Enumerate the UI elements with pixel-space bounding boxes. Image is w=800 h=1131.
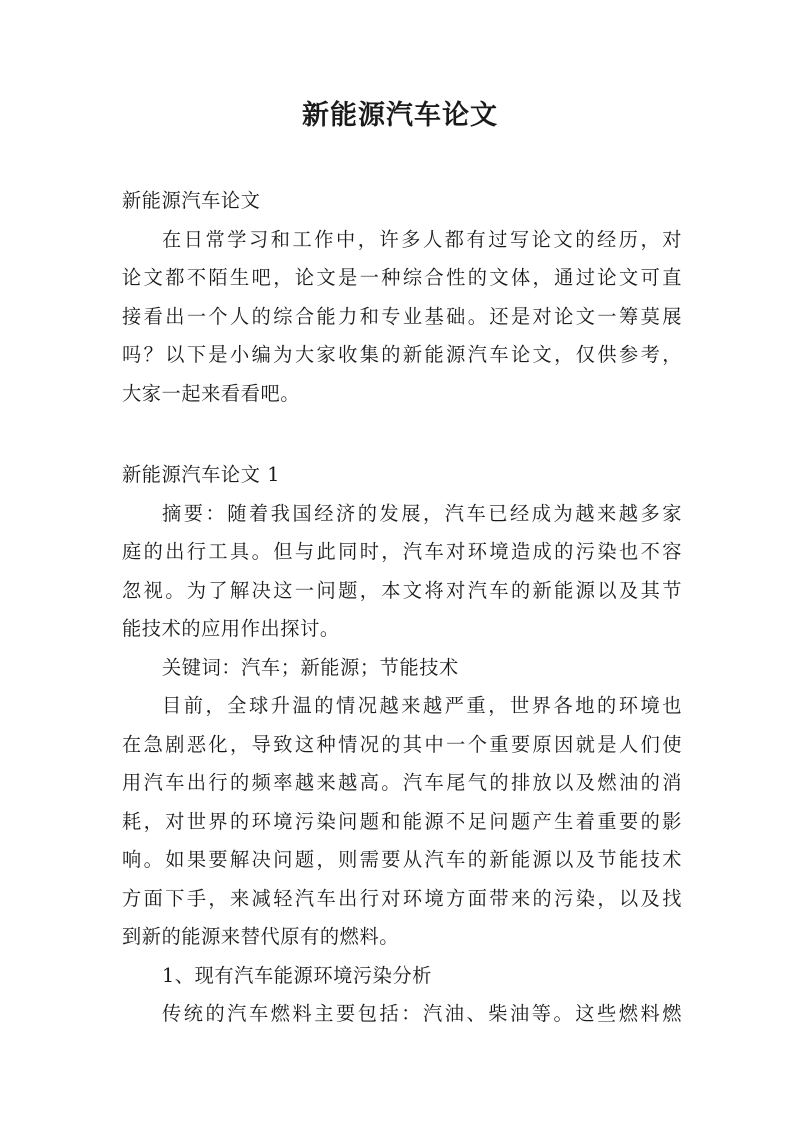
body-line-5: 响。如果要解决问题，则需要从汽车的新能源以及节能技术	[122, 848, 682, 871]
intro-line-2: 论文都不陌生吧，论文是一种综合性的文体，通过论文可直	[122, 266, 682, 289]
abstract-line-2: 庭的出行工具。但与此同时，汽车对环境造成的污染也不容	[122, 540, 682, 563]
intro-line-1: 在日常学习和工作中，许多人都有过写论文的经历，对	[162, 227, 682, 251]
intro-line-4: 吗？以下是小编为大家收集的新能源汽车论文，仅供参考，	[122, 343, 682, 366]
document-title: 新能源汽车论文	[302, 100, 498, 131]
body-line-7: 到新的能源来替代原有的燃料。	[122, 925, 400, 948]
keywords-line: 关键词：汽车；新能源；节能技术	[162, 655, 459, 679]
abstract-line-4: 能技术的应用作出探讨。	[122, 617, 340, 640]
section-heading: 新能源汽车论文 1	[122, 463, 281, 486]
last-line: 传统的汽车燃料主要包括：汽油、柴油等。这些燃料燃	[162, 1002, 682, 1025]
document-body	[122, 182, 682, 1034]
intro-heading: 新能源汽车论文	[122, 189, 261, 212]
body-line-2: 在急剧恶化，导致这种情况的其中一个重要原因就是人们使	[122, 732, 682, 756]
subheading: 1、现有汽车能源环境污染分析	[162, 963, 433, 987]
abstract-line-1: 摘要：随着我国经济的发展，汽车已经成为越来越多家	[162, 501, 682, 525]
paragraph-spacer	[122, 413, 682, 456]
body-line-3: 用汽车出行的频率越来越高。汽车尾气的排放以及燃油的消	[122, 771, 682, 794]
abstract-line-3: 忽视。为了解决这一问题，本文将对汽车的新能源以及其节	[122, 578, 682, 602]
body-line-1: 目前，全球升温的情况越来越严重，世界各地的环境也	[162, 694, 682, 717]
body-line-4: 耗，对世界的环境污染问题和能源不足问题产生着重要的影	[122, 809, 682, 833]
body-line-6: 方面下手，来减轻汽车出行对环境方面带来的污染，以及找	[122, 886, 682, 910]
intro-line-5: 大家一起来看看吧。	[122, 381, 301, 405]
intro-line-3: 接看出一个人的综合能力和专业基础。还是对论文一筹莫展	[122, 304, 682, 328]
